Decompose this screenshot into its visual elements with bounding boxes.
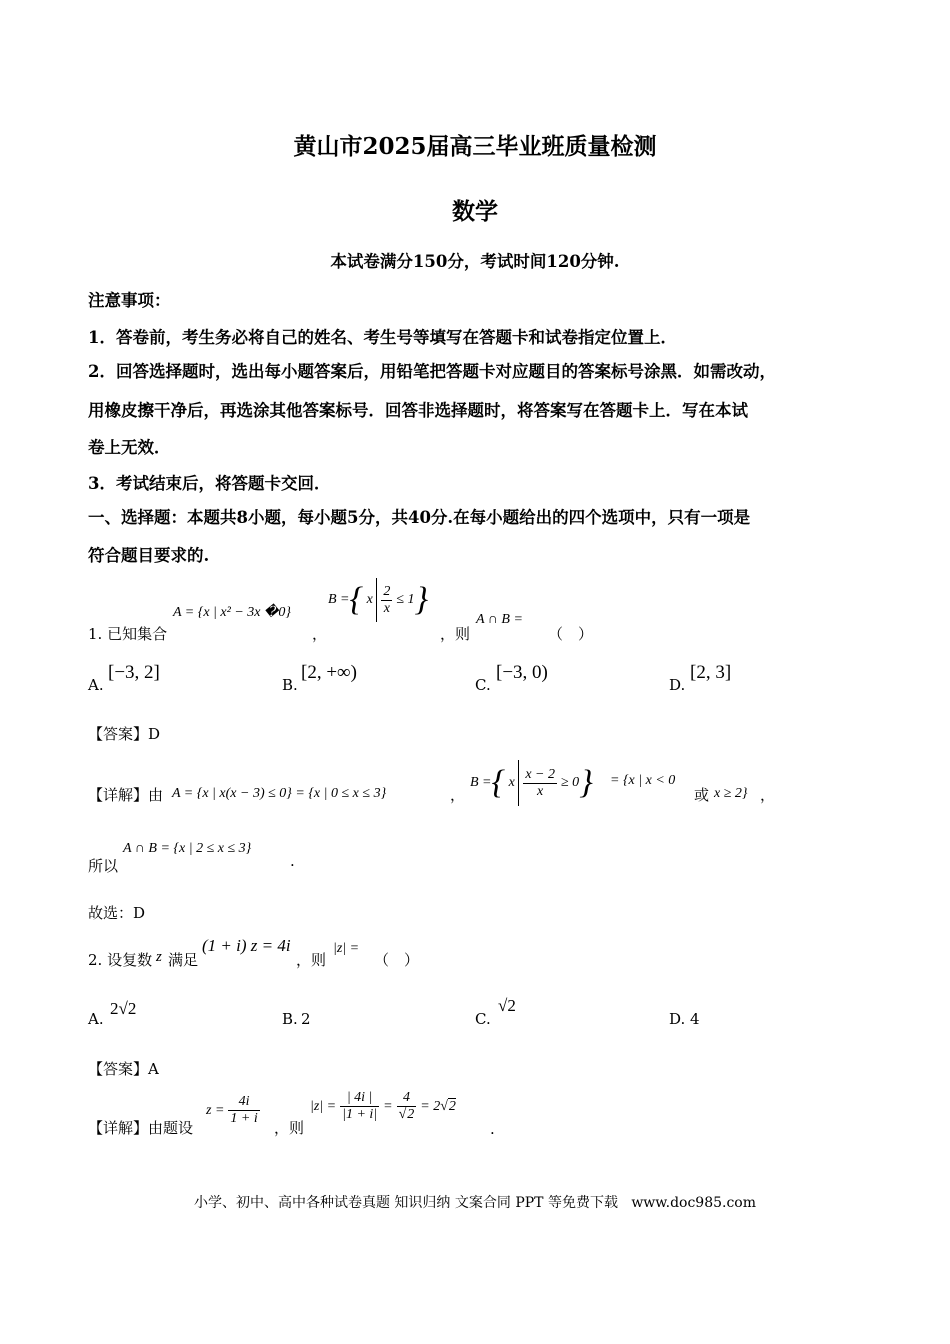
q2-then: ，则 (296, 951, 327, 969)
q2-satisfy: 满足 (168, 951, 199, 969)
q2-absz: |z| = (333, 941, 360, 956)
q2-option-a-value: 2√2 (110, 999, 137, 1018)
q1-option-c-label: C. (475, 676, 491, 694)
note-item: 2．回答选择题时，选出每小题答案后，用铅笔把答题卡对应题目的答案标号涂黑．如需改动， (88, 362, 776, 381)
footer-link[interactable]: www.doc985.com (631, 1195, 757, 1211)
q2-period: . (490, 1120, 495, 1138)
q1-answer: 【答案】D (88, 725, 161, 743)
section-heading: 一、选择题：本题共8小题，每小题5分，共40分.在每小题给出的四个选项中，只有一项是 (88, 508, 751, 527)
page-title: 黄山市2025届高三毕业班质量检测 (293, 133, 657, 160)
notes-heading: 注意事项： (88, 291, 171, 310)
q2-option-d-label: D. (669, 1010, 686, 1028)
q2-option-b-value: 2 (301, 1010, 311, 1028)
q2-z: z (156, 949, 162, 965)
q2-detail-abs: |z| = $\frac{| 4i |}{|1 + i|}$ = $\frac{4}{√2}$ = 2√2 (310, 1090, 456, 1122)
note-item: 3．考试结束后，将答题卡交回． (88, 474, 331, 493)
q2-detail-z: z = $\frac{4i}{1 + i}$ (206, 1094, 258, 1126)
note-item: 用橡皮擦干净后，再选涂其他答案标号．回答非选择题时，将答案写在答题卡上．写在本试 (88, 401, 748, 420)
q1-result: A ∩ B = {x | 2 ≤ x ≤ 3} (123, 841, 252, 856)
q1-detail-or: 或 (694, 786, 710, 804)
section-heading-cont: 符合题目要求的. (88, 546, 210, 565)
q1-option-a-value: [−3, 2] (108, 662, 160, 683)
q1-choose: 故选：D (88, 904, 146, 922)
exam-info: 本试卷满分150分，考试时间120分钟. (330, 252, 620, 271)
q1-option-b-label: B. (282, 676, 298, 694)
q1-detail-b-end: x ≥ 2} (714, 786, 748, 801)
footer-text: 小学、初中、高中各种试卷真题 知识归纳 文案合同 PPT 等免费下载 (193, 1195, 618, 1211)
q1-comma: ， (312, 625, 328, 643)
q1-detail-a: A = {x | x(x − 3) ≤ 0} = {x | 0 ≤ x ≤ 3} (172, 786, 387, 801)
subject-title: 数学 (452, 198, 498, 225)
q2-detail-label: 【详解】由题设 (88, 1119, 194, 1137)
q1-detail-label: 【详解】由 (88, 786, 164, 804)
q1-detail-b: B = { x $\frac{x - 2}{x}$ ≥ 0 } (470, 760, 593, 806)
q2-detail-then: ，则 (274, 1119, 305, 1137)
q1-so: 所以 (88, 857, 119, 875)
q1-detail-comma: ， (450, 786, 466, 804)
q1-set-a: A = {x | x² − 3x �0} (173, 605, 291, 620)
q2-option-d-value: 4 (690, 1010, 700, 1028)
q1-option-d-value: [2, 3] (690, 662, 732, 683)
q1-period: . (290, 852, 295, 870)
note-item: 卷上无效． (88, 438, 171, 457)
q1-option-d-label: D. (669, 676, 686, 694)
q2-option-c-value: √2 (498, 996, 516, 1015)
q1-option-c-value: [−3, 0) (496, 662, 548, 683)
q1-intersect: A ∩ B = (476, 612, 523, 627)
q1-paren: （ ） (548, 625, 594, 643)
q1-prefix: 1. 已知集合 (88, 625, 168, 643)
q1-detail-b-tail: = {x | x < 0 (610, 773, 676, 788)
q2-option-b-label: B. (282, 1010, 298, 1028)
q1-set-b: B = { x $\frac{2}{x}$ ≤ 1 } (328, 578, 428, 622)
q1-option-b-value: [2, +∞) (301, 662, 357, 683)
q2-option-c-label: C. (475, 1010, 491, 1028)
q2-option-a-label: A. (88, 1010, 104, 1028)
q1-then: ，则 (440, 625, 471, 643)
footer (0, 1192, 950, 1212)
q1-detail-comma2: ， (760, 786, 776, 804)
q2-answer: 【答案】A (88, 1060, 159, 1078)
q2-paren: （ ） (374, 951, 420, 969)
q2-prefix: 2. 设复数 (88, 951, 153, 969)
q1-option-a-label: A. (88, 676, 104, 694)
note-item: 1．答卷前，考生务必将自己的姓名、考生号等填写在答题卡和试卷指定位置上． (88, 328, 677, 347)
q2-equation: (1 + i) z = 4i (202, 936, 291, 955)
